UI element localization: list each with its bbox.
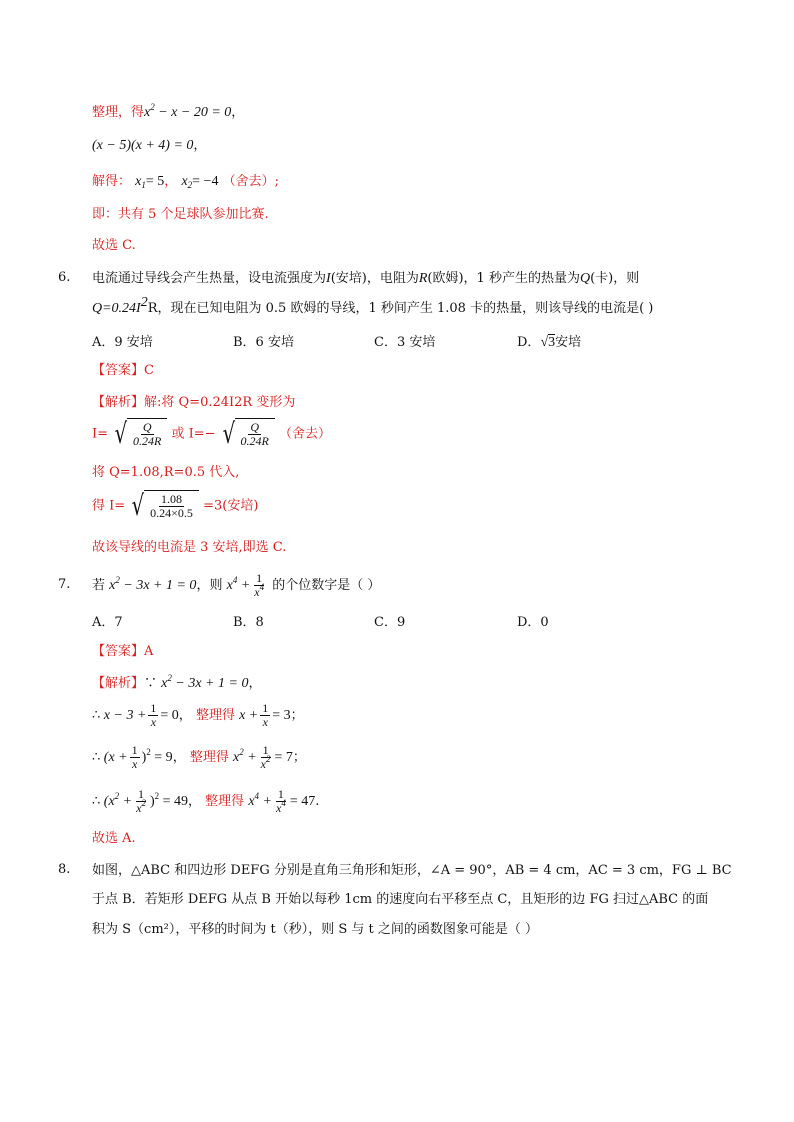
q7-option-b: B．8	[233, 615, 264, 630]
q6-option-a: A．9 安培	[92, 335, 153, 350]
q7-analysis-4: ∴ ($x^2$ + $\frac{1}{x^2}$ )$^2$ = 49， 整理得 $x^4$ + $\frac{1}{x^4}$ = 47.	[92, 787, 320, 815]
q5-line-3: 解得： $x_1= 5$， $x_2= -4$ （舍去）;	[92, 174, 279, 190]
q5-choice: 故选 C.	[92, 238, 136, 253]
q8-stem-line-3: 积为 S（cm²），平移的时间为 t（秒），则 S 与 t 之间的函数图象可能是（ ）	[92, 922, 539, 937]
q6-analysis-4: 得 I= √ $\frac{1.08}{0.24\times 0.5}$ =3(安培)	[92, 489, 259, 522]
q6-stem-line-1: 电流通过导线会产生热量，设电流强度为I(安培)，电阻为R(欧姆)，1 秒产生的热量为Q(卡)，则	[92, 271, 640, 286]
q8-stem-line-1: 如图，△ABC 和四边形 DEFG 分别是直角三角形和矩形，∠A = 90°，AB = 4 cm，AC = 3 cm，FG ⊥ BC	[92, 863, 732, 878]
q7-analysis-1: 【解析】∵ $x^2 - 3x + 1 = 0$，	[92, 673, 262, 691]
q6-option-d: D．√3安培	[517, 335, 582, 350]
q8-stem-line-2: 于点 B．若矩形 DEFG 从点 B 开始以每秒 1cm 的速度向右平移至点 C，且矩形的边 FG 扫过△ABC 的面	[92, 892, 709, 907]
q6-option-b: B．6 安培	[233, 335, 294, 350]
q7-stem: 若 $x^2 - 3x + 1 = 0$，则 $x^4$ + $\frac{1}{x^4}$ 的个位数字是（ ）	[92, 571, 381, 599]
q5-line-1: 整理，得$x^2 - x - 20 = 0$，	[92, 102, 245, 120]
q5-conclusion: 即：共有 5 个足球队参加比赛.	[92, 207, 269, 222]
q6-analysis-5: 故该导线的电流是 3 安培,即选 C.	[92, 540, 287, 555]
q7-option-a: A．7	[92, 615, 123, 630]
q7-analysis-2: ∴ x − 3 + $\frac{1}{x}$ = 0， 整理得 x + $\frac{1}{x}$ = 3；	[92, 701, 304, 729]
q6-analysis-1: 【解析】解:将 Q=0.24I2R 变形为	[92, 395, 296, 410]
q6-analysis-2: I= √ $\frac{Q}{0.24R}$ 或 I=− √ $\frac{Q}{0.24R}$ （舍去）	[92, 417, 332, 450]
q5-line-2: (x − 5)(x + 4) = 0，	[92, 138, 207, 153]
q7-option-c: C．9	[374, 615, 406, 630]
q6-stem-line-2: $Q=0.24I^2R$，现在已知电阻为 0.5 欧姆的导线，1 秒间产生 1.08 卡的热量，则该导线的电流是( )	[92, 295, 654, 316]
q6-number: 6.	[58, 270, 71, 285]
q6-option-c: C．3 安培	[374, 335, 436, 350]
q7-option-d: D．0	[517, 615, 549, 630]
q7-final: 故选 A.	[92, 831, 136, 846]
q6-answer: 【答案】C	[92, 363, 154, 378]
q7-number: 7.	[58, 577, 71, 592]
q8-number: 8.	[58, 862, 71, 877]
q7-analysis-3: ∴ (x + $\frac{1}{x}$ )$^2$ = 9， 整理得 $x^2$ + $\frac{1}{x^2}$ = 7；	[92, 743, 306, 771]
q6-analysis-3: 将 Q=1.08,R=0.5 代入,	[92, 465, 240, 480]
q7-answer: 【答案】A	[92, 644, 154, 659]
